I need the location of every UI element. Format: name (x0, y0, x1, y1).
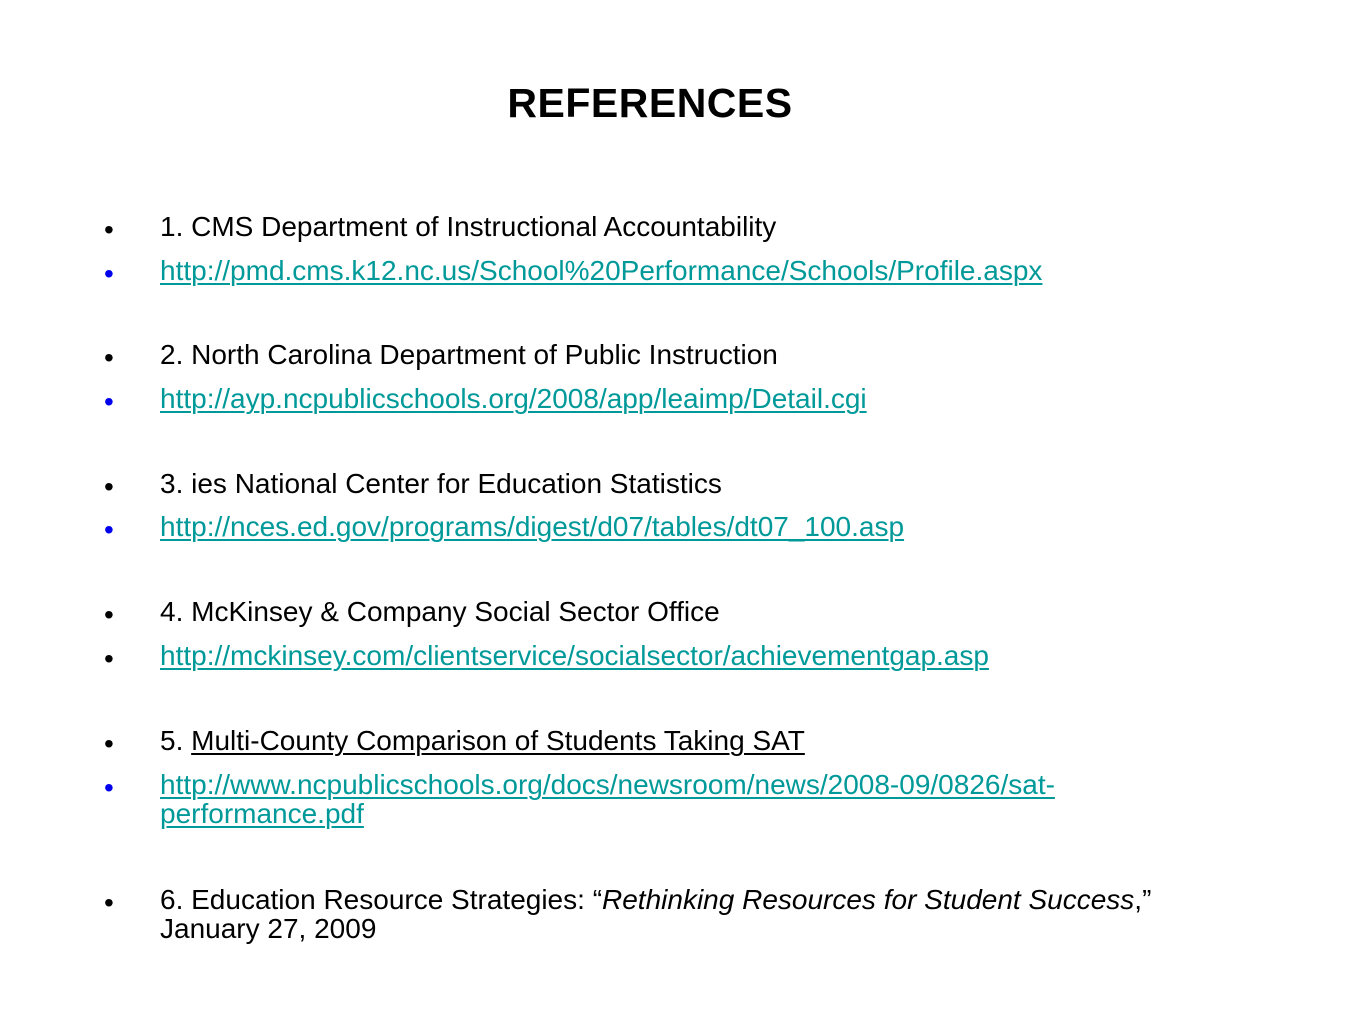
bullet-icon: • (104, 728, 114, 759)
reference-item (104, 596, 1220, 630)
reference-source: Multi-County Comparison of Students Taking SAT (191, 725, 805, 756)
bullet-icon: • (104, 887, 114, 918)
reference-source: 3. ies National Center for Education Statistics (160, 468, 722, 499)
bullet-icon: • (104, 772, 114, 803)
reference-item (104, 725, 1220, 759)
bullet-icon: • (104, 471, 114, 502)
page-title: REFERENCES (507, 80, 793, 126)
reference-link[interactable]: http://pmd.cms.k12.nc.us/School%20Performance/Schools/Profile.aspx (160, 255, 1043, 286)
reference-link[interactable]: http://mckinsey.com/clientservice/socialsector/achievementgap.asp (160, 640, 989, 671)
bullet-icon: • (104, 599, 114, 630)
reference-title: Rethinking Resources for Student Success (602, 884, 1135, 915)
reference-link-item (104, 511, 1220, 545)
bullet-icon: • (104, 258, 114, 289)
reference-number: 5. (160, 725, 192, 756)
reference-link[interactable]: http://ayp.ncpublicschools.org/2008/app/leaimp/Detail.cgi (160, 383, 867, 414)
reference-link[interactable]: http://nces.ed.gov/programs/digest/d07/tables/dt07_100.asp (160, 511, 905, 542)
bullet-icon: • (104, 514, 114, 545)
bullet-icon: • (104, 643, 114, 674)
reference-link-item (104, 255, 1220, 289)
reference-item (104, 211, 1220, 245)
bullet-icon: • (104, 342, 114, 373)
reference-item (104, 339, 1220, 373)
reference-item (104, 884, 1220, 944)
reference-source: 2. North Carolina Department of Public Instruction (160, 339, 778, 370)
reference-link-item (104, 769, 1220, 829)
reference-link-item (104, 383, 1220, 417)
reference-date: ,” January 27, 2009 (160, 884, 1152, 944)
reference-item (104, 468, 1220, 502)
reference-link-item (104, 640, 1220, 674)
reference-source: 1. CMS Department of Instructional Accountability (160, 211, 777, 242)
reference-prefix: 6. Education Resource Strategies: “ (160, 884, 603, 915)
bullet-icon: • (104, 386, 114, 417)
reference-link[interactable]: http://www.ncpublicschools.org/docs/newsroom/news/2008-09/0826/sat-performance.pdf (160, 769, 1055, 829)
bullet-icon: • (104, 214, 114, 245)
reference-source: 4. McKinsey & Company Social Sector Office (160, 596, 720, 627)
